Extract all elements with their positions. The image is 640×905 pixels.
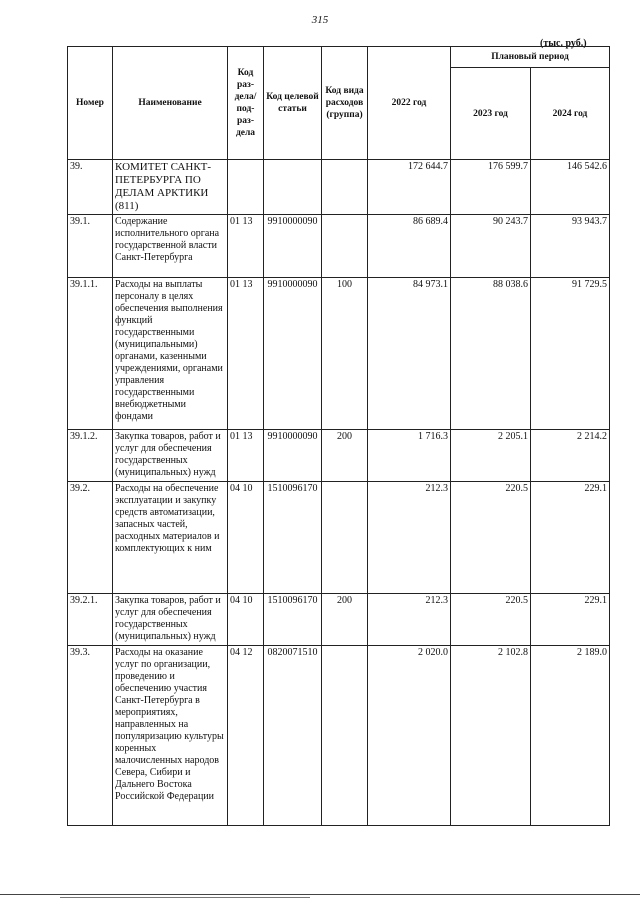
- row-razdel-code: 01 13: [228, 430, 264, 482]
- row-target-code: 1510096170: [264, 594, 322, 646]
- table-row: [68, 215, 610, 278]
- header-year-2023: 2023 год: [451, 68, 531, 160]
- row-expense-type: [322, 215, 368, 278]
- page-number: 315: [311, 14, 329, 26]
- row-amount-2023: 2 205.1: [451, 430, 531, 482]
- row-amount-2023: 220.5: [451, 594, 531, 646]
- row-target-code: 0820071510: [264, 646, 322, 826]
- row-expense-type: 100: [322, 278, 368, 430]
- row-amount-2024: 146 542.6: [531, 160, 610, 215]
- row-target-code: 9910000090: [264, 278, 322, 430]
- row-number: 39.: [68, 160, 113, 215]
- row-amount-2023: 220.5: [451, 482, 531, 594]
- row-amount-2022: 172 644.7: [368, 160, 451, 215]
- header-name: Наименование: [113, 47, 228, 160]
- row-name: КОМИТЕТ САНКТ-ПЕТЕРБУРГА ПО ДЕЛАМ АРКТИКИ (811): [113, 160, 228, 215]
- row-razdel-code: 04 12: [228, 646, 264, 826]
- row-expense-type: [322, 646, 368, 826]
- row-amount-2022: 84 973.1: [368, 278, 451, 430]
- row-name: Закупка товаров, работ и услуг для обеспечения государственных (муниципальных) нужд: [113, 430, 228, 482]
- row-name: Содержание исполнительного органа государственной власти Санкт-Петербурга: [113, 215, 228, 278]
- row-razdel-code: [228, 160, 264, 215]
- row-expense-type: 200: [322, 430, 368, 482]
- footer-rule: [0, 894, 640, 895]
- row-target-code: 9910000090: [264, 430, 322, 482]
- row-expense-type: [322, 160, 368, 215]
- header-plan-period: Плановый период: [451, 47, 610, 68]
- row-amount-2024: 229.1: [531, 594, 610, 646]
- units-label: (тыс. руб.): [540, 38, 587, 49]
- row-amount-2022: 212.3: [368, 482, 451, 594]
- row-razdel-code: 01 13: [228, 215, 264, 278]
- row-razdel-code: 01 13: [228, 278, 264, 430]
- row-name: Расходы на оказание услуг по организации, проведению и обеспечению участия Санкт-Петербурга в мероприятиях, направленных на популяризацию культуры коренных малочисленных народов Севера, Сибири и Дальнего Востока Российской Федерации: [113, 646, 228, 826]
- row-amount-2022: 1 716.3: [368, 430, 451, 482]
- footer-rule-short: [60, 897, 310, 898]
- row-razdel-code: 04 10: [228, 482, 264, 594]
- row-amount-2024: 93 943.7: [531, 215, 610, 278]
- row-number: 39.1.2.: [68, 430, 113, 482]
- row-target-code: [264, 160, 322, 215]
- row-amount-2023: 88 038.6: [451, 278, 531, 430]
- table-row: [68, 646, 610, 826]
- row-amount-2022: 2 020.0: [368, 646, 451, 826]
- header-year-2024: 2024 год: [531, 68, 610, 160]
- row-amount-2024: 2 214.2: [531, 430, 610, 482]
- row-target-code: 9910000090: [264, 215, 322, 278]
- row-number: 39.1.1.: [68, 278, 113, 430]
- table-row: [68, 594, 610, 646]
- table-row: [68, 430, 610, 482]
- row-amount-2024: 91 729.5: [531, 278, 610, 430]
- row-number: 39.3.: [68, 646, 113, 826]
- row-razdel-code: 04 10: [228, 594, 264, 646]
- budget-table: [67, 46, 610, 826]
- row-expense-type: 200: [322, 594, 368, 646]
- row-amount-2023: 2 102.8: [451, 646, 531, 826]
- table-row: [68, 160, 610, 215]
- header-expense-type-code: Код вида расходов (группа): [322, 47, 368, 160]
- row-name: Закупка товаров, работ и услуг для обеспечения государственных (муниципальных) нужд: [113, 594, 228, 646]
- row-target-code: 1510096170: [264, 482, 322, 594]
- row-amount-2024: 2 189.0: [531, 646, 610, 826]
- header-razdel-code: Код раз-дела/ под-раз-дела: [228, 47, 264, 160]
- row-amount-2024: 229.1: [531, 482, 610, 594]
- row-number: 39.1.: [68, 215, 113, 278]
- row-amount-2022: 212.3: [368, 594, 451, 646]
- header-year-2022: 2022 год: [368, 47, 451, 160]
- row-name: Расходы на выплаты персоналу в целях обеспечения выполнения функций государственными (муниципальными) органами, казенными учреждениями, органами управления государственными внебюджетными фондами: [113, 278, 228, 430]
- row-number: 39.2.1.: [68, 594, 113, 646]
- header-target-code: Код целевой статьи: [264, 47, 322, 160]
- row-number: 39.2.: [68, 482, 113, 594]
- row-amount-2023: 176 599.7: [451, 160, 531, 215]
- row-amount-2022: 86 689.4: [368, 215, 451, 278]
- table-row: [68, 482, 610, 594]
- table-row: [68, 278, 610, 430]
- header-number: Номер: [68, 47, 113, 160]
- row-expense-type: [322, 482, 368, 594]
- row-amount-2023: 90 243.7: [451, 215, 531, 278]
- row-name: Расходы на обеспечение эксплуатации и закупку средств автоматизации, запасных частей, расходных материалов и комплектующих к ним: [113, 482, 228, 594]
